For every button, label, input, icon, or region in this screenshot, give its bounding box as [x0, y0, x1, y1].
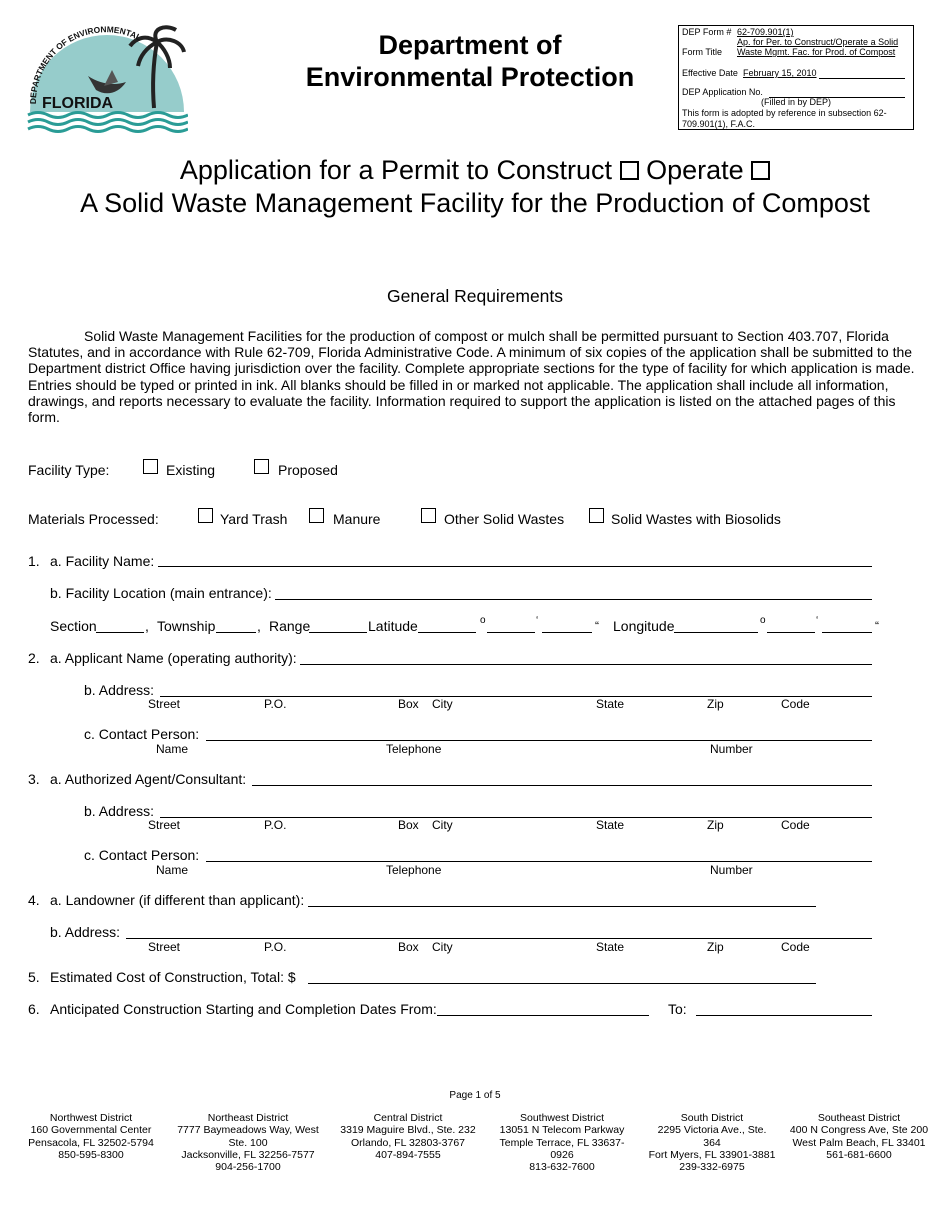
manure-label: Manure [333, 511, 381, 527]
section-label: Section [50, 618, 97, 634]
yard-trash-label: Yard Trash [220, 511, 288, 527]
sub-code: Code [781, 818, 810, 832]
item-2-number: 2. [28, 650, 40, 666]
longitude-degrees-field[interactable] [674, 632, 758, 633]
latitude-minutes-field[interactable] [487, 632, 535, 633]
item-3-number: 3. [28, 771, 40, 787]
agent-contact-label: c. Contact Person: [84, 847, 200, 863]
district-line: 7777 Baymeadows Way, West [177, 1124, 319, 1137]
district-phone: 904-256-1700 [215, 1161, 281, 1174]
longitude-label: Longitude [613, 618, 675, 634]
adopted-line1: This form is adopted by reference in subsection 62- [682, 108, 887, 118]
svg-text:FLORIDA: FLORIDA [42, 95, 114, 112]
sub-code: Code [781, 940, 810, 954]
district-line: 13051 N Telecom Parkway [499, 1124, 625, 1137]
item-4-number: 4. [28, 892, 40, 908]
longitude-minutes-field[interactable] [767, 632, 815, 633]
agent-address-sublabels [0, 818, 950, 832]
section-heading: General Requirements [386, 286, 564, 306]
longitude-seconds-field[interactable] [822, 632, 872, 633]
agent-contact-sublabels [0, 863, 950, 877]
form-title-line1: Ap. for Per. to Construct/Operate a Solid [737, 37, 899, 47]
latitude-seconds-field[interactable] [542, 632, 592, 633]
sub-po: P.O. [264, 940, 287, 954]
agent-field[interactable] [252, 785, 872, 786]
date-to-field[interactable] [696, 1015, 872, 1016]
dep-florida-logo [26, 24, 188, 134]
longitude-degree-symbol: o [760, 615, 766, 626]
form-number: 62-709.901(1) [737, 27, 794, 37]
app-number-label: DEP Application No. [682, 87, 763, 97]
applicant-address-label: b. Address: [84, 682, 155, 698]
district-southwest [488, 1112, 636, 1173]
township-label: Township [157, 618, 216, 634]
section-comma: , [145, 618, 149, 634]
landowner-field[interactable] [308, 906, 816, 907]
effective-date-label: Effective Date [682, 68, 738, 78]
operate-checkbox[interactable] [751, 161, 770, 180]
district-name: Southeast District [817, 1112, 901, 1124]
facility-location-field[interactable] [275, 599, 872, 600]
agent-contact-field[interactable] [206, 861, 872, 862]
department-title-line1: Department of [378, 30, 562, 60]
applicant-name-label: a. Applicant Name (operating authority): [50, 650, 297, 666]
effective-date: February 15, 2010 [743, 68, 817, 78]
district-northwest [18, 1112, 164, 1161]
other-solid-wastes-checkbox[interactable] [421, 508, 436, 523]
district-line: West Palm Beach, FL 33401 [792, 1136, 926, 1149]
facility-name-label: a. Facility Name: [50, 553, 155, 569]
district-southeast [784, 1112, 934, 1161]
svg-text:DEPARTMENT OF ENVIRONMENTAL PR: DEPARTMENT OF ENVIRONMENTAL [27, 24, 143, 105]
cost-label: Estimated Cost of Construction, Total: $ [50, 969, 296, 985]
sub-telephone: Telephone [386, 742, 442, 756]
materials-label: Materials Processed: [28, 511, 159, 527]
district-south [642, 1112, 782, 1173]
sub-state: State [596, 940, 625, 954]
proposed-label: Proposed [278, 462, 338, 478]
yard-trash-checkbox[interactable] [198, 508, 213, 523]
district-line: Jacksonville, FL 32256-7577 [181, 1148, 315, 1161]
existing-label: Existing [166, 462, 216, 478]
application-title-line1 [0, 155, 950, 186]
latitude-degrees-field[interactable] [418, 632, 476, 633]
page-number: Page 1 of 5 [449, 1090, 501, 1101]
district-phone: 561-681-6600 [826, 1148, 892, 1161]
sub-state: State [596, 697, 625, 711]
district-line: 2295 Victoria Ave., Ste. [657, 1124, 767, 1137]
form-title-label: Form Title [682, 47, 723, 57]
district-phone: 407-894-7555 [375, 1148, 441, 1161]
sub-zip: Zip [707, 818, 724, 832]
sub-number: Number [710, 742, 753, 756]
sub-po: P.O. [264, 818, 287, 832]
facility-name-field[interactable] [158, 566, 872, 567]
item-6-number: 6. [28, 1001, 40, 1017]
sub-code: Code [781, 697, 810, 711]
facility-location-label: b. Facility Location (main entrance): [50, 585, 272, 601]
sub-name: Name [156, 742, 189, 756]
sub-street: Street [148, 818, 181, 832]
cost-field[interactable] [308, 983, 816, 984]
latitude-label: Latitude [368, 618, 418, 634]
agent-label: a. Authorized Agent/Consultant: [50, 771, 247, 787]
district-name: Northwest District [49, 1112, 133, 1124]
section-field[interactable] [96, 632, 144, 633]
district-phone: 850-595-8300 [58, 1148, 124, 1161]
applicant-contact-field[interactable] [206, 740, 872, 741]
district-line: 3319 Maguire Blvd., Ste. 232 [340, 1124, 476, 1137]
district-line: 400 N Congress Ave, Ste 200 [789, 1124, 929, 1137]
sub-number: Number [710, 863, 753, 877]
logo-graphic [26, 24, 188, 134]
sub-zip: Zip [707, 940, 724, 954]
longitude-minute-symbol: ‘ [816, 615, 819, 626]
department-title-line2: Environmental Protection [305, 62, 635, 92]
district-name: Central District [373, 1112, 443, 1124]
district-line: Temple Terrace, FL 33637- [499, 1136, 625, 1149]
district-northeast [170, 1112, 326, 1173]
date-to-label: To: [668, 1001, 687, 1017]
form-title-line2: Waste Mgmt. Fac. for Prod. of Compost [737, 47, 896, 57]
other-solid-wastes-label: Other Solid Wastes [444, 511, 565, 527]
filled-by-note: (Filled in by DEP) [761, 97, 832, 107]
township-comma: , [257, 618, 261, 634]
applicant-contact-sublabels [0, 742, 950, 756]
sub-state: State [596, 818, 625, 832]
township-field[interactable] [216, 632, 256, 633]
item-1-number: 1. [28, 553, 40, 569]
district-name: Northeast District [207, 1112, 289, 1124]
sub-street: Street [148, 940, 181, 954]
sub-zip: Zip [707, 697, 724, 711]
construct-checkbox[interactable] [620, 161, 639, 180]
proposed-checkbox[interactable] [254, 459, 269, 474]
longitude-second-symbol: “ [875, 619, 879, 633]
district-central [334, 1112, 482, 1161]
latitude-second-symbol: “ [595, 619, 599, 633]
title-construct-text: Application for a Permit to Construct [179, 155, 613, 185]
range-field[interactable] [309, 632, 367, 633]
sub-city: City [432, 697, 453, 711]
biosolids-label: Solid Wastes with Biosolids [611, 511, 781, 527]
district-name: Southwest District [519, 1112, 605, 1124]
landowner-address-field[interactable] [126, 938, 872, 939]
district-line: Orlando, FL 32803-3767 [350, 1136, 466, 1149]
landowner-address-label: b. Address: [50, 924, 121, 940]
district-line: Pensacola, FL 32502-5794 [28, 1136, 154, 1149]
sub-po: P.O. [264, 697, 287, 711]
district-name: South District [680, 1112, 744, 1124]
applicant-name-field[interactable] [300, 664, 872, 665]
sub-name: Name [156, 863, 189, 877]
sub-street: Street [148, 697, 181, 711]
district-line: Ste. 100 [228, 1136, 268, 1149]
district-phone: 813-632-7600 [529, 1161, 595, 1174]
sub-box: Box [398, 697, 419, 711]
applicant-contact-label: c. Contact Person: [84, 726, 200, 742]
title-operate-text: Operate [646, 155, 744, 185]
landowner-label: a. Landowner (if different than applicant): [50, 892, 305, 908]
form-number-label: DEP Form # [682, 27, 732, 37]
item-5-number: 5. [28, 969, 40, 985]
district-line: 0926 [550, 1148, 574, 1161]
form-info-box [678, 25, 914, 130]
sub-box: Box [398, 818, 419, 832]
landowner-address-sublabels [0, 940, 950, 954]
existing-checkbox[interactable] [143, 459, 158, 474]
district-line: 160 Governmental Center [30, 1124, 152, 1137]
application-title-line2: A Solid Waste Management Facility for the Production of Compost [80, 188, 870, 218]
district-line: Fort Myers, FL 33901-3881 [648, 1148, 776, 1161]
sub-city: City [432, 818, 453, 832]
applicant-address-sublabels [0, 697, 950, 711]
intro-paragraph: Solid Waste Management Facilities for the production of compost or mulch shall be permitted pursuant to Section 403.707, Florida Statutes, and in accordance with Rule 62-709, Florida Administrative Code. A minimum of six copies of the application shall be submitted to the Department district Office having jurisdiction over the facility. Complete appropriate sections for the type of facility for which application is made. Entries should be typed or printed in ink. All blanks should be filled in or marked not applicable. The application shall include all information, drawings, and reports necessary to evaluate the facility. Information required to support the application is listed on the attached pages of this form. [28, 328, 915, 426]
agent-address-label: b. Address: [84, 803, 155, 819]
range-label: Range [269, 618, 311, 634]
district-line: 364 [703, 1136, 721, 1149]
latitude-degree-symbol: o [480, 615, 486, 626]
facility-type-label: Facility Type: [28, 462, 110, 478]
adopted-line2: 709.901(1), F.A.C. [682, 119, 756, 129]
sub-telephone: Telephone [386, 863, 442, 877]
date-from-field[interactable] [437, 1015, 649, 1016]
latitude-minute-symbol: ‘ [536, 615, 539, 626]
sub-box: Box [398, 940, 419, 954]
manure-checkbox[interactable] [309, 508, 324, 523]
biosolids-checkbox[interactable] [589, 508, 604, 523]
sub-city: City [432, 940, 453, 954]
dates-label: Anticipated Construction Starting and Completion Dates From: [50, 1001, 437, 1017]
district-phone: 239-332-6975 [679, 1161, 745, 1174]
